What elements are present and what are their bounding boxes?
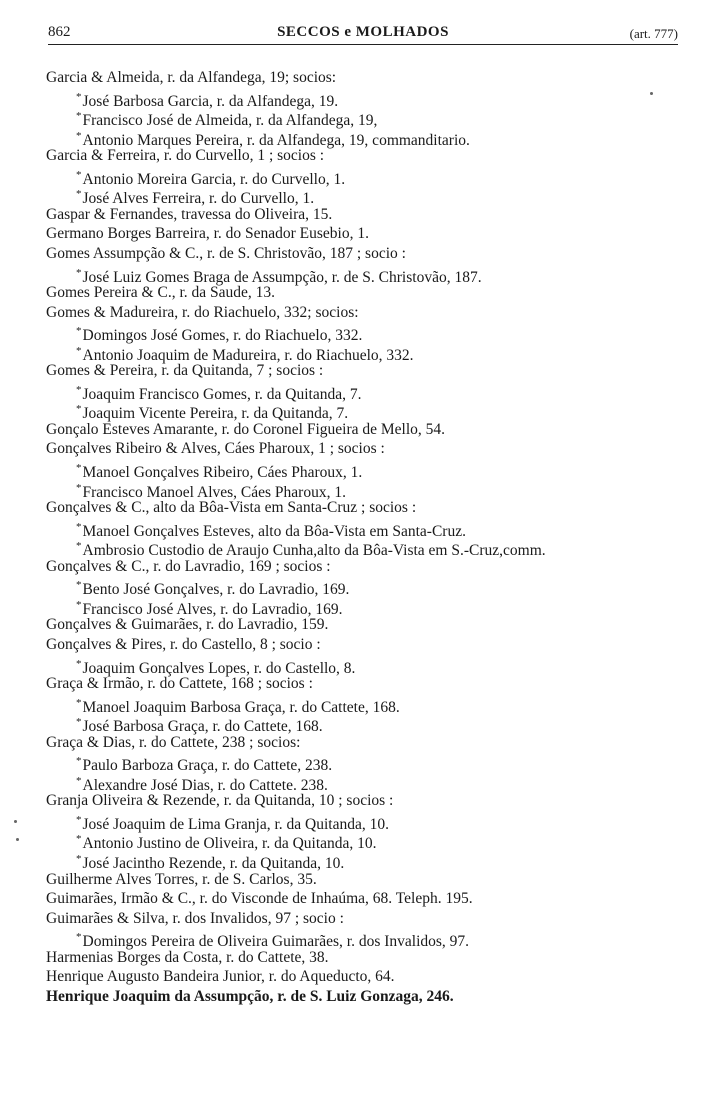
asterisk-mark: * [76,110,82,123]
partner-entry [76,381,362,403]
asterisk-mark: * [76,383,82,396]
print-speck [16,838,19,841]
partner-entry [76,928,470,951]
entry-text: Antonio Marques Pereira, r. da Alfandega, 19, commanditario. [82,131,470,149]
entry-text: Guimarães, Irmão & C., r. do Visconde de Inhaúma, 68. Teleph. 195. [46,890,473,908]
firm-entry [46,889,473,908]
asterisk-mark: * [76,462,82,474]
page-number: 862 [48,24,71,40]
entry-text: José Alves Ferreira, r. do Curvello, 1. [82,190,315,208]
partner-entry [76,694,400,716]
page-header [48,22,678,45]
firm-entry [46,791,393,810]
partner-entry [76,459,363,482]
entry-text: Harmenias Borges da Costa, r. do Cattete, 38. [46,948,329,966]
entry-text: Manoel Gonçalves Esteves, alto da Bôa-Vista em Santa-Cruz. [82,522,466,540]
entry-text: José Jacintho Rezende, r. da Quitanda, 10. [82,855,345,873]
partner-entry [76,850,345,873]
partner-entry [76,811,389,834]
asterisk-mark: * [76,755,82,768]
entry-text: Francisco José de Almeida, r. da Alfandega, 19, [82,112,378,130]
asterisk-mark: * [76,579,82,592]
firm-entry [46,870,317,889]
partner-entry [76,537,546,560]
partner-entry [76,127,470,149]
asterisk-mark: * [76,833,82,846]
entry-text: Gomes & Madureira, r. do Riachuelo, 332; socios: [46,303,359,321]
entry-text: Antonio Joaquim de Madureira, r. do Riachuelo, 332. [82,346,414,364]
article-reference: (art. 777) [629,26,678,41]
entry-text: Graça & Irmão, r. do Cattete, 168 ; socios : [46,675,313,693]
partner-entry [76,576,350,599]
partner-entry [76,342,414,364]
partner-entry [76,400,349,423]
entry-text: José Barbosa Graça, r. do Cattete, 168. [82,718,323,736]
firm-entry [46,146,324,165]
entry-text: Paulo Barboza Graça, r. do Cattete, 238. [82,757,333,775]
entry-text: Gonçalves Ribeiro & Alves, Cáes Pharoux, 1 ; socios : [46,440,385,458]
partner-entry [76,518,466,540]
firm-entry [46,68,336,87]
entry-text: Domingos Pereira de Oliveira Guimarães, r. dos Invalidos, 97. [82,933,470,951]
firm-entry [46,361,323,380]
asterisk-mark: * [76,774,82,787]
partner-entry [76,830,377,853]
entry-text: Germano Borges Barreira, r. do Senador Eusebio, 1. [46,225,369,243]
entry-text: Gomes Assumpção & C., r. de S. Christovão, 187 ; socio : [46,244,406,262]
partner-entry [76,479,346,501]
asterisk-mark: * [76,520,82,533]
print-speck [14,820,17,823]
entry-text: Gaspar & Fernandes, travessa do Oliveira, 15. [46,205,333,223]
entry-text: Ambrosio Custodio de Araujo Cunha,alto da Bôa-Vista em S.-Cruz,comm. [82,542,546,560]
firm-entry [46,283,275,302]
entry-text: Garcia & Ferreira, r. do Curvello, 1 ; socios : [46,147,325,165]
entry-text: José Joaquim de Lima Granja, r. da Quitanda, 10. [82,816,389,834]
asterisk-mark: * [76,168,82,181]
firm-entry [46,987,454,1006]
asterisk-mark: * [76,188,82,201]
asterisk-mark: * [76,657,82,670]
partner-entry [76,713,323,736]
asterisk-mark: * [76,598,82,611]
partner-entry [76,655,356,677]
entry-text: Alexandre José Dias, r. do Cattete. 238. [82,776,328,794]
asterisk-mark: * [76,696,82,709]
firm-entry [46,244,406,263]
entry-text: Gonçalves & C., r. do Lavradio, 169 ; socios : [46,557,331,575]
firm-entry [46,224,369,243]
partner-entry [76,596,343,618]
asterisk-mark: * [76,90,82,103]
partner-entry [76,166,346,188]
firm-entry [46,498,416,517]
entry-text: Gomes Pereira & C., r. da Saude, 13. [46,284,276,302]
entry-text: Joaquim Gonçalves Lopes, r. do Castello, 8. [82,659,356,677]
entry-text: Graça & Dias, r. do Cattete, 238 ; socios: [46,733,301,751]
partner-entry [76,772,328,794]
entry-text: Domingos José Gomes, r. do Riachuelo, 332. [82,327,363,345]
entry-text: Francisco Manoel Alves, Cáes Pharoux, 1. [82,483,346,501]
entry-text: Joaquim Vicente Pereira, r. da Quitanda, 7. [82,405,349,423]
firm-entry [46,615,328,634]
asterisk-mark: * [76,716,82,729]
firm-entry [46,733,300,752]
print-speck [650,92,653,95]
entry-text: Granja Oliveira & Rezende, r. da Quitanda, 10 ; socios : [46,792,394,810]
entry-text: Joaquim Francisco Gomes, r. da Quitanda, 7. [82,385,362,403]
entry-text: Manoel Gonçalves Ribeiro, Cáes Pharoux, 1. [82,464,363,482]
entry-text: Gonçalves & Pires, r. do Castello, 8 ; socio : [46,635,321,653]
entry-text: Antonio Moreira Garcia, r. do Curvello, 1. [82,170,346,188]
entry-text: Gonçalves & Guimarães, r. do Lavradio, 159. [46,616,329,634]
partner-entry [76,185,315,208]
firm-entry [46,303,359,322]
entry-text: Henrique Joaquim da Assumpção, r. de S. Luiz Gonzaga, 246. [46,987,454,1005]
partner-entry [76,107,378,130]
entry-text: Guilherme Alves Torres, r. de S. Carlos, 35. [46,870,317,888]
entry-text: José Barbosa Garcia, r. da Alfandega, 19. [82,92,339,110]
section-title: SECCOS e MOLHADOS [277,24,449,40]
entry-text: Henrique Augusto Bandeira Junior, r. do Aqueducto, 64. [46,968,395,986]
asterisk-mark: * [76,266,82,279]
entry-text: Bento José Gonçalves, r. do Lavradio, 169. [82,581,350,599]
firm-entry [46,420,445,439]
entry-text: Guimarães & Silva, r. dos Invalidos, 97 ; socio : [46,909,344,927]
asterisk-mark: * [76,344,82,357]
asterisk-mark: * [76,403,82,416]
firm-entry [46,967,395,986]
entry-text: José Luiz Gomes Braga de Assumpção, r. de S. Christovão, 187. [82,268,482,286]
entry-text: Gonçalves & C., alto da Bôa-Vista em Santa-Cruz ; socios : [46,499,417,517]
asterisk-mark: * [76,931,82,944]
asterisk-mark: * [76,540,82,553]
asterisk-mark: * [76,325,82,338]
firm-entry [46,674,313,693]
firm-entry [46,205,332,224]
entry-text: Manoel Joaquim Barbosa Graça, r. do Cattete, 168. [82,698,400,716]
entry-text: Francisco José Alves, r. do Lavradio, 169. [82,601,343,618]
asterisk-mark: * [76,813,82,826]
entry-text: Gomes & Pereira, r. da Quitanda, 7 ; socios : [46,362,324,380]
firm-entry [46,948,329,967]
asterisk-mark: * [76,481,82,494]
partner-entry [76,322,363,345]
asterisk-mark: * [76,129,82,142]
firm-entry [46,909,344,928]
asterisk-mark: * [76,853,82,865]
entry-text: Antonio Justino de Oliveira, r. da Quitanda, 10. [82,835,377,853]
firm-entry [46,439,385,458]
partner-entry [76,264,482,286]
firm-entry [46,557,331,576]
entry-text: Gonçalo Esteves Amarante, r. do Coronel Figueira de Mello, 54. [46,420,446,438]
firm-entry [46,635,321,654]
partner-entry [76,88,339,110]
entry-text: Garcia & Almeida, r. da Alfandega, 19; socios: [46,69,337,86]
partner-entry [76,752,333,775]
